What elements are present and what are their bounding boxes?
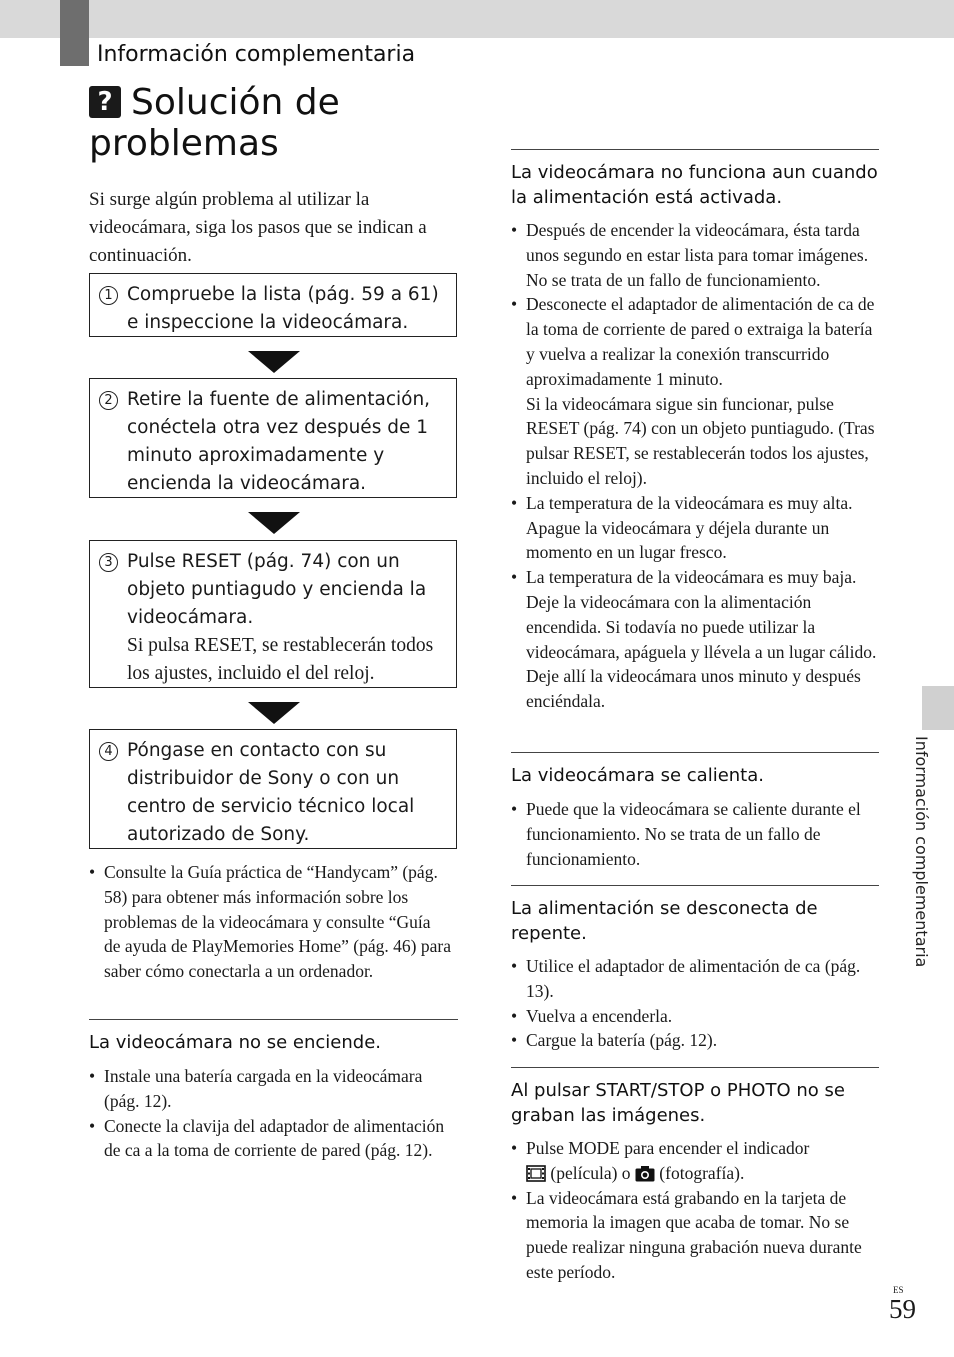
- step-text: Compruebe la lista (pág. 59 a 61) e inspeccione la videocámara.: [127, 284, 439, 333]
- arrow-down-icon: [248, 702, 300, 724]
- list-item: • La videocámara está grabando en la tarjeta de memoria la imagen que acaba de tomar. No se puede realizar ninguna grabación nueva durante este período.: [511, 1186, 877, 1285]
- list-item: • Puede que la videocámara se caliente durante el funcionamiento. No se trata de un fallo de funcionamiento.: [511, 797, 877, 871]
- step-box-2: [89, 378, 457, 498]
- question-mark-icon: ?: [89, 86, 121, 118]
- arrow-down-icon: [248, 512, 300, 534]
- bullet-list: [511, 954, 877, 1053]
- section-heading: La alimentación se desconecta de repente.: [511, 898, 818, 944]
- list-item: [511, 292, 877, 490]
- step-number: 3: [99, 553, 118, 572]
- top-bar: [0, 0, 954, 38]
- step-box-3: [89, 540, 457, 688]
- list-item-text: • Desconecte el adaptador de alimentación de ca de la toma de corriente de pared o extraiga la batería y vuelva a realizar la conexión transcurrido aproximadamente 1 minuto.: [526, 294, 875, 389]
- section-marker: [60, 0, 89, 66]
- list-item: • Consulte la Guía práctica de “Handycam” (pág. 58) para obtener más información sobre los problemas de la videocámara y consulte “Guía de ayuda de PlayMemories Home” (pág. 46) para saber cómo conectarla a un ordenador.: [89, 860, 451, 984]
- page-number: 59: [889, 1294, 916, 1324]
- divider: [511, 885, 879, 886]
- page-language: ES: [893, 1285, 904, 1295]
- list-item: • Instale una batería cargada en la videocámara (pág. 12).: [89, 1064, 451, 1114]
- section-heading: La videocámara no funciona aun cuando la alimentación está activada.: [511, 162, 878, 208]
- list-item: • Cargue la batería (pág. 12).: [511, 1028, 877, 1053]
- step-note: Si pulsa RESET, se restablecerán todos los ajustes, incluido el del reloj.: [127, 635, 434, 684]
- side-tab-label: [902, 736, 942, 986]
- list-item: • Conecte la clavija del adaptador de alimentación de ca a la toma de corriente de pared (pág. 12).: [89, 1114, 451, 1164]
- title-block: [89, 82, 469, 164]
- list-item: • Vuelva a encenderla.: [511, 1004, 877, 1029]
- list-item-text: (fotografía).: [659, 1162, 745, 1183]
- step-text: Retire la fuente de alimentación, conéctela otra vez después de 1 minuto aproximadamente y encienda la videocámara.: [127, 389, 431, 494]
- step-number: 4: [99, 742, 118, 761]
- bullet-list: [511, 1136, 877, 1285]
- intro-text: Si surge algún problema al utilizar la videocámara, siga los pasos que se indican a continuación.: [89, 189, 427, 266]
- divider: [511, 149, 879, 150]
- bullet-list: [89, 1064, 451, 1163]
- list-item: [511, 1136, 877, 1186]
- step-text: Póngase en contacto con su distribuidor de Sony o con un centro de servicio técnico local autorizado de Sony.: [127, 740, 415, 845]
- step-box-4: [89, 729, 457, 849]
- side-tab-text: Información complementaria: [912, 736, 931, 968]
- section-header: Información complementaria: [97, 42, 416, 67]
- step-number: 2: [99, 391, 118, 410]
- list-item-note: Si la videocámara sigue sin funcionar, pulse RESET (pág. 74) con un objeto puntiagudo. (Tras pulsar RESET, se restablecerán todos los ajustes, incluido el reloj).: [526, 393, 875, 488]
- film-icon: [526, 1165, 546, 1182]
- divider: [89, 1019, 458, 1020]
- step-number: 1: [99, 286, 118, 305]
- list-item: • Utilice el adaptador de alimentación de ca (pág. 13).: [511, 954, 877, 1004]
- list-item-text: (película) o: [550, 1162, 631, 1183]
- list-item-text: Pulse MODE para encender el indicador: [526, 1138, 810, 1158]
- step-text: Pulse RESET (pág. 74) con un objeto puntiagudo y encienda la videocámara.: [127, 551, 427, 628]
- side-tab-marker: [922, 686, 954, 730]
- camera-icon: [635, 1165, 655, 1182]
- divider: [511, 752, 879, 753]
- bullet-list: [511, 797, 877, 871]
- section-heading: La videocámara se calienta.: [511, 765, 764, 786]
- list-item: • La temperatura de la videocámara es muy baja. Deje la videocámara con la alimentación encendida. Si todavía no puede utilizar la videocámara, apáguela y llévela a un lugar cálido. Deje allí la videocámara unos minuto y después enciéndala.: [511, 565, 877, 714]
- divider: [511, 1067, 879, 1068]
- list-item: • La temperatura de la videocámara es muy alta. Apague la videocámara y déjela durante un momento en un lugar fresco.: [511, 491, 877, 565]
- section-heading: Al pulsar START/STOP o PHOTO no se graban las imágenes.: [511, 1080, 845, 1126]
- page-title: Solución de problemas: [89, 82, 340, 164]
- step-box-1: [89, 273, 457, 337]
- note-list: [89, 860, 451, 984]
- list-item: • Después de encender la videocámara, ésta tarda unos segundo en estar lista para tomar imágenes. No se trata de un fallo de funcionamiento.: [511, 218, 877, 292]
- section-heading: La videocámara no se enciende.: [89, 1032, 381, 1053]
- bullet-list: [511, 218, 877, 714]
- arrow-down-icon: [248, 351, 300, 373]
